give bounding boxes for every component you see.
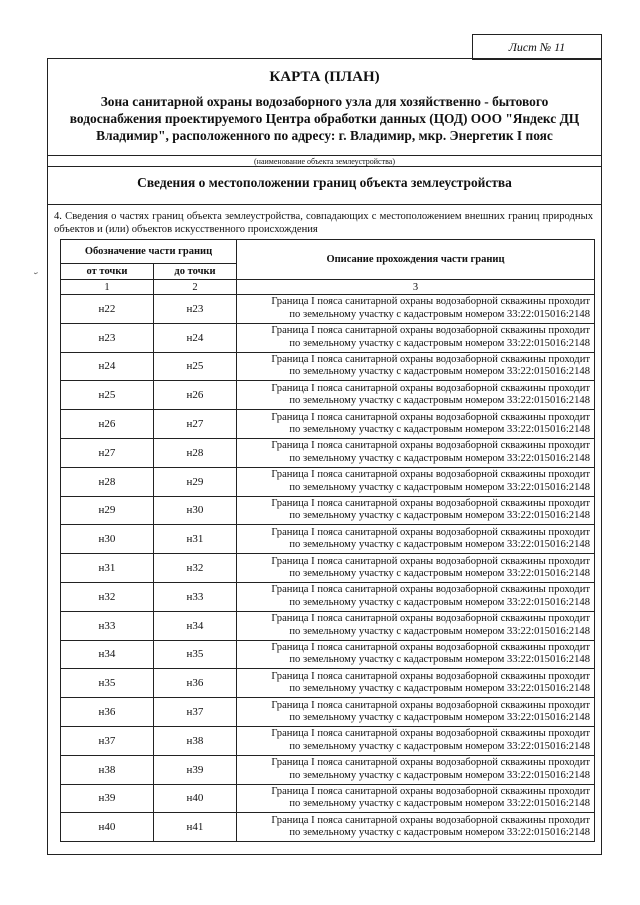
boundary-description [237, 726, 595, 755]
table-row [61, 726, 595, 755]
boundary-description [237, 669, 595, 698]
to-point: н35 [154, 640, 237, 669]
col-index-1: 1 [61, 280, 154, 295]
boundary-description [237, 467, 595, 496]
boundary-description [237, 381, 595, 410]
intro-text: 4. Сведения о частях границ объекта землеустройства, совпадающих с местоположением внешних границ природных объектов и (или) объектов искусственного происхождения [54, 211, 593, 235]
from-point: н36 [61, 698, 154, 727]
from-point: н31 [61, 554, 154, 583]
description-line-1: Граница I пояса санитарной охраны водозаборной скважины проходит [271, 785, 590, 797]
to-point: н41 [154, 813, 237, 842]
description-line-2: по земельному участку с кадастровым номером 33:22:015016:2148 [289, 740, 590, 752]
from-point: н28 [61, 467, 154, 496]
from-point: н30 [61, 525, 154, 554]
table-row [61, 698, 595, 727]
from-point: н34 [61, 640, 154, 669]
description-line-1: Граница I пояса санитарной охраны водозаборной скважины проходит [271, 353, 590, 365]
from-point: н32 [61, 582, 154, 611]
description-line-2: по земельному участку с кадастровым номером 33:22:015016:2148 [289, 452, 590, 464]
to-point: н34 [154, 611, 237, 640]
table-row [61, 352, 595, 381]
to-point: н36 [154, 669, 237, 698]
boundary-description [237, 784, 595, 813]
description-line-2: по земельному участку с кадастровым номером 33:22:015016:2148 [289, 366, 590, 378]
from-point: н26 [61, 410, 154, 439]
to-point: н40 [154, 784, 237, 813]
description-line-2: по земельному участку с кадастровым номером 33:22:015016:2148 [289, 596, 590, 608]
description-line-2: по земельному участку с кадастровым номером 33:22:015016:2148 [289, 625, 590, 637]
group-header: Обозначение части границ [61, 240, 237, 264]
sheet-number: Лист № 11 [472, 34, 602, 60]
table-row [61, 410, 595, 439]
boundary-description [237, 611, 595, 640]
boundary-description [237, 438, 595, 467]
from-header: от точки [61, 264, 154, 280]
document-title: КАРТА (ПЛАН) [269, 69, 380, 85]
document-frame [47, 58, 602, 855]
to-point: н39 [154, 755, 237, 784]
description-line-1: Граница I пояса санитарной охраны водозаборной скважины проходит [271, 613, 590, 625]
boundary-description [237, 352, 595, 381]
table-row [61, 582, 595, 611]
description-line-1: Граница I пояса санитарной охраны водозаборной скважины проходит [271, 296, 590, 308]
description-line-2: по земельному участку с кадастровым номером 33:22:015016:2148 [289, 481, 590, 493]
boundary-description [237, 554, 595, 583]
to-header: до точки [154, 264, 237, 280]
from-point: н27 [61, 438, 154, 467]
from-point: н33 [61, 611, 154, 640]
col-index-2: 2 [154, 280, 237, 295]
desc-header: Описание прохождения части границ [237, 240, 595, 280]
to-point: н26 [154, 381, 237, 410]
description-line-2: по земельному участку с кадастровым номером 33:22:015016:2148 [289, 568, 590, 580]
description-line-2: по земельному участку с кадастровым номером 33:22:015016:2148 [289, 308, 590, 320]
description-line-1: Граница I пояса санитарной охраны водозаборной скважины проходит [271, 526, 590, 538]
table-row [61, 525, 595, 554]
description-line-1: Граница I пояса санитарной охраны водозаборной скважины проходит [271, 411, 590, 423]
object-note: (наименование объекта землеустройства) [254, 157, 395, 166]
to-point: н27 [154, 410, 237, 439]
description-line-2: по земельному участку с кадастровым номером 33:22:015016:2148 [289, 654, 590, 666]
table-row [61, 611, 595, 640]
description-line-1: Граница I пояса санитарной охраны водозаборной скважины проходит [271, 440, 590, 452]
subtitle-divider [48, 155, 601, 156]
section-divider [48, 204, 601, 205]
description-line-1: Граница I пояса санитарной охраны водозаборной скважины проходит [271, 584, 590, 596]
to-point: н25 [154, 352, 237, 381]
boundary-description [237, 525, 595, 554]
description-line-1: Граница I пояса санитарной охраны водозаборной скважины проходит [271, 670, 590, 682]
from-point: н38 [61, 755, 154, 784]
boundary-description [237, 496, 595, 525]
to-point: н29 [154, 467, 237, 496]
boundary-description [237, 323, 595, 352]
description-line-1: Граница I пояса санитарной охраны водозаборной скважины проходит [271, 555, 590, 567]
table-row [61, 755, 595, 784]
description-line-1: Граница I пояса санитарной охраны водозаборной скважины проходит [271, 469, 590, 481]
description-line-1: Граница I пояса санитарной охраны водозаборной скважины проходит [271, 641, 590, 653]
description-line-2: по земельному участку с кадастровым номером 33:22:015016:2148 [289, 827, 590, 839]
description-line-2: по земельному участку с кадастровым номером 33:22:015016:2148 [289, 395, 590, 407]
to-point: н30 [154, 496, 237, 525]
description-line-2: по земельному участку с кадастровым номером 33:22:015016:2148 [289, 769, 590, 781]
from-point: н25 [61, 381, 154, 410]
table-row [61, 813, 595, 842]
description-line-1: Граница I пояса санитарной охраны водозаборной скважины проходит [271, 757, 590, 769]
to-point: н24 [154, 323, 237, 352]
note-divider [48, 166, 601, 167]
description-line-1: Граница I пояса санитарной охраны водозаборной скважины проходит [271, 325, 590, 337]
from-point: н37 [61, 726, 154, 755]
section-title: Сведения о местоположении границ объекта землеустройства [137, 175, 512, 190]
from-point: н39 [61, 784, 154, 813]
table-row [61, 784, 595, 813]
boundary-description [237, 410, 595, 439]
table-row [61, 640, 595, 669]
description-line-1: Граница I пояса санитарной охраны водозаборной скважины проходит [271, 699, 590, 711]
boundary-description [237, 698, 595, 727]
boundary-description [237, 640, 595, 669]
document-subtitle: Зона санитарной охраны водозаборного узла для хозяйственно - бытового водоснабжения проектируемого Центра обработки данных (ЦОД) ООО "Яндекс ДЦ Владимир", расположенного по адресу: г. Владимир, мкр. Энергетик I пояс [69, 94, 580, 143]
boundary-description [237, 755, 595, 784]
to-point: н23 [154, 295, 237, 324]
description-line-1: Граница I пояса санитарной охраны водозаборной скважины проходит [271, 497, 590, 509]
from-point: н22 [61, 295, 154, 324]
from-point: н23 [61, 323, 154, 352]
description-line-1: Граница I пояса санитарной охраны водозаборной скважины проходит [271, 728, 590, 740]
boundary-description [237, 582, 595, 611]
description-line-2: по земельному участку с кадастровым номером 33:22:015016:2148 [289, 510, 590, 522]
to-point: н38 [154, 726, 237, 755]
description-line-1: Граница I пояса санитарной охраны водозаборной скважины проходит [271, 814, 590, 826]
description-line-2: по земельному участку с кадастровым номером 33:22:015016:2148 [289, 337, 590, 349]
boundary-description [237, 813, 595, 842]
to-point: н31 [154, 525, 237, 554]
to-point: н28 [154, 438, 237, 467]
to-point: н37 [154, 698, 237, 727]
table-row [61, 323, 595, 352]
description-line-1: Граница I пояса санитарной охраны водозаборной скважины проходит [271, 382, 590, 394]
table-row [61, 669, 595, 698]
boundary-table [60, 239, 595, 842]
description-line-2: по земельному участку с кадастровым номером 33:22:015016:2148 [289, 424, 590, 436]
from-point: н40 [61, 813, 154, 842]
description-line-2: по земельному участку с кадастровым номером 33:22:015016:2148 [289, 798, 590, 810]
table-row [61, 438, 595, 467]
table-row [61, 496, 595, 525]
col-index-3: 3 [237, 280, 595, 295]
table-row [61, 554, 595, 583]
to-point: н32 [154, 554, 237, 583]
table-row [61, 295, 595, 324]
description-line-2: по земельному участку с кадастровым номером 33:22:015016:2148 [289, 683, 590, 695]
boundary-description [237, 295, 595, 324]
description-line-2: по земельному участку с кадастровым номером 33:22:015016:2148 [289, 539, 590, 551]
from-point: н35 [61, 669, 154, 698]
from-point: н29 [61, 496, 154, 525]
description-line-2: по земельному участку с кадастровым номером 33:22:015016:2148 [289, 712, 590, 724]
table-row [61, 381, 595, 410]
table-row [61, 467, 595, 496]
from-point: н24 [61, 352, 154, 381]
to-point: н33 [154, 582, 237, 611]
